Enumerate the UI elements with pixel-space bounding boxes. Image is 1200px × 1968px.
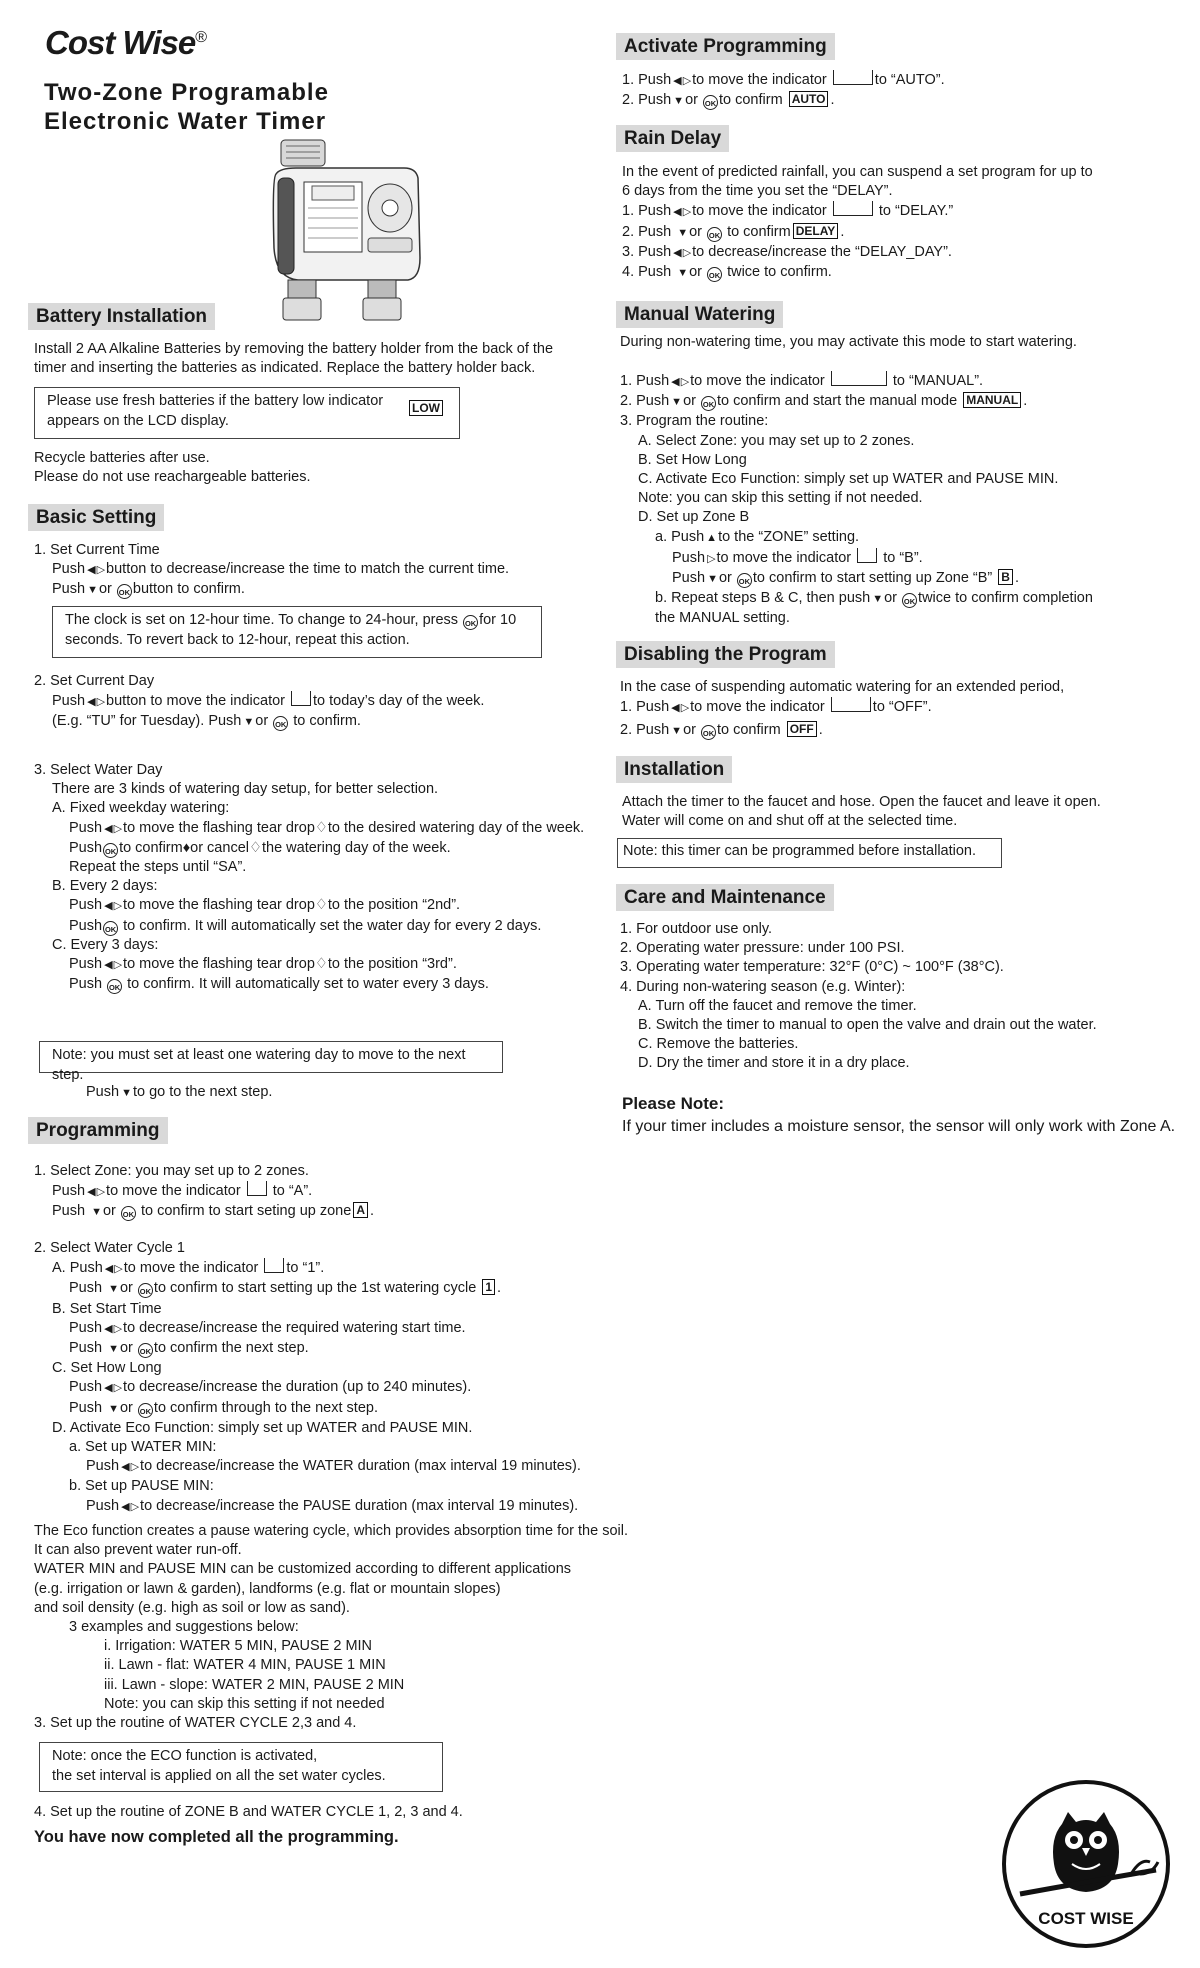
installation-note-box: Note: this timer can be programmed before installation. — [617, 838, 1002, 868]
ok-button-icon: OK — [737, 573, 752, 588]
manual-tag: MANUAL — [963, 392, 1021, 408]
down-arrow-icon: ▼ — [243, 716, 254, 729]
left-right-arrows-icon: ◀ ▷ — [104, 1263, 122, 1276]
left-right-arrows-icon: ◀ ▷ — [671, 702, 689, 715]
down-arrow-icon: ▼ — [671, 396, 682, 409]
auto-tag: AUTO — [789, 91, 829, 107]
tear-drop-empty-icon: ♢ — [314, 897, 328, 914]
indicator-blank — [833, 70, 873, 85]
disabling-program-heading: Disabling the Program — [616, 641, 835, 668]
programming-zone: 1. Select Zone: you may set up to 2 zones. Push ◀ ▷ to move the indicator to “A”. Push ▼ or OK to confirm to start seting up zone A . — [34, 1163, 375, 1220]
manual-watering-intro: During non-watering time, you may activate this mode to start watering. — [620, 334, 1077, 350]
manual-watering-heading: Manual Watering — [616, 301, 783, 328]
down-arrow-icon: ▼ — [91, 1206, 101, 1219]
indicator-blank — [831, 371, 887, 386]
down-arrow-icon: ▼ — [121, 1087, 131, 1099]
left-right-arrows-icon: ◀ ▷ — [87, 696, 105, 709]
left-right-arrows-icon: ◀ ▷ — [104, 959, 122, 972]
down-arrow-icon: ▼ — [677, 267, 688, 280]
programming-complete: You have now completed all the programming. — [34, 1828, 399, 1846]
next-step-text: Push ▼ to go to the next step. — [86, 1084, 273, 1100]
ok-button-icon: OK — [703, 95, 718, 110]
basic-setting-day: 2. Set Current Day Push ◀ ▷ button to move the indicator to today’s day of the week. (E.g. “TU” for Tuesday). Push ▼ or OK to confirm. — [34, 673, 485, 730]
eco-note-box: Note: once the ECO function is activated, the set interval is applied on all the set water cycles. — [39, 1742, 443, 1792]
rain-delay-heading: Rain Delay — [616, 125, 729, 152]
indicator-blank — [857, 548, 877, 563]
indicator-blank — [247, 1181, 267, 1196]
manual-watering-steps: 1. Push ◀ ▷ to move the indicator to “MANUAL”. 2. Push ▼ or OK to confirm and start the manual mode MANUAL . 3. Program the routine: A. Select Zone: you may set up to 2 zones. B. Set How Long C. Activate Eco Function: simply set up WATER and PAUSE MIN. Note: you can skip this setting if not needed. D. Set up Zone B a. Push ▲ to the “ZONE” setting. Push ▷ to move the indicator to “B”. Push ▼ or OK to confirm to start setting up Zone “B” B . b. Repeat steps B & C, then push ▼ or OK twice to confirm completion the MANUAL setting. — [620, 373, 1093, 627]
left-right-arrows-icon: ◀ ▷ — [104, 1382, 122, 1395]
left-right-arrows-icon: ◀ ▷ — [673, 246, 691, 259]
zone-a-tag: A — [353, 1202, 368, 1218]
ok-button-icon: OK — [138, 1283, 153, 1298]
installation-text: Attach the timer to the faucet and hose. Open the faucet and leave it open. Water will come on and shut off at the selected time. — [622, 794, 1101, 830]
clock-note-box: The clock is set on 12-hour time. To change to 24-hour, press OK for 10 seconds. To revert back to 12-hour, repeat this action. — [52, 606, 542, 658]
left-right-arrows-icon: ◀ ▷ — [104, 900, 122, 913]
basic-setting-water-day: 3. Select Water Day There are 3 kinds of watering day setup, for better selection. A. Fixed weekday watering: Push ◀ ▷ to move the flashing tear drop♢to the desired watering day of the week. Push OK to confirm♦or cancel♢the watering day of the week. Repeat the steps until “SA”. B. Every 2 days: Push ◀ ▷ to move the flashing tear drop♢to the position “2nd”. Push OK to confirm. It will automatically set the water day for every 2 days. C. Every 3 days: Push ◀ ▷ to move the flashing tear drop♢to the position “3rd”. Push OK to confirm. It will automatically set to water every 3 days. — [34, 762, 585, 993]
ok-button-icon: OK — [902, 593, 917, 608]
delay-tag: DELAY — [793, 223, 839, 239]
down-arrow-icon: ▼ — [108, 1343, 118, 1356]
ok-button-icon: OK — [103, 921, 118, 936]
programming-cycle: 2. Select Water Cycle 1 A. Push ◀ ▷ to move the indicator to “1”. Push ▼ or OK to confirm to start setting up the 1st watering cycle 1 . B. Set Start Time Push ◀ ▷ to decrease/increase the required watering start time. Push ▼ or OK to confirm the next step. C. Set How Long Push ◀ ▷ to decrease/increase the duration (up to 240 minutes). Push ▼ or OK to confirm through to the next step. D. Activate Eco Function: simply set up WATER and PAUSE MIN. a. Set up WATER MIN: Push ◀ ▷ to decrease/increase the WATER duration (max interval 19 minutes). b. Set up PAUSE MIN: Push ◀ ▷ to decrease/increase the PAUSE duration (max interval 19 minutes). — [34, 1240, 581, 1514]
ok-button-icon: OK — [138, 1343, 153, 1358]
down-arrow-icon: ▼ — [677, 226, 688, 239]
disabling-program-text: In the case of suspending automatic watering for an extended period, 1. Push ◀ ▷ to move the indicator to “OFF”. 2. Push ▼ or OK to confirm OFF . — [620, 679, 1065, 739]
ok-button-icon: OK — [107, 979, 122, 994]
zone-b-tag: B — [998, 569, 1013, 585]
tear-drop-empty-icon: ♢ — [248, 839, 262, 856]
ok-button-icon: OK — [103, 843, 118, 858]
ok-button-icon: OK — [707, 267, 722, 282]
down-arrow-icon: ▼ — [872, 593, 883, 606]
care-maintenance-list: 1. For outdoor use only. 2. Operating water pressure: under 100 PSI. 3. Operating water temperature: 32°F (0°C) ~ 100°F (38°C). 4. During non-watering season (e.g. Winter): A. Turn off the faucet and remove the timer. B. Switch the timer to manual to open the valve and drain out the water. C. Remove the batteries. D. Dry the timer and store it in a dry place. — [620, 921, 1097, 1072]
left-right-arrows-icon: ◀ ▷ — [87, 1186, 105, 1199]
ok-button-icon: OK — [701, 396, 716, 411]
battery-low-icon: LOW — [409, 400, 443, 416]
down-arrow-icon: ▼ — [671, 725, 682, 738]
indicator-blank — [831, 697, 871, 712]
battery-text: Install 2 AA Alkaline Batteries by removing the battery holder from the back of the timer and inserting the batteries as indicated. Replace the battery holder back. — [34, 341, 554, 377]
right-arrow-icon: ▷ — [707, 552, 715, 565]
brand-name: Cost Wise® — [45, 24, 207, 61]
eco-function-text: The Eco function creates a pause watering cycle, which provides absorption time for the soil. It can also prevent water run-off. WATER MIN and PAUSE MIN can be customized according to different applications (e.g. irrigation or lawn & garden), landforms (e.g. flat or mountain slopes) and soil density (e.g. high as soil or low as sand). 3 examples and suggestions below: i. Irrigation: WATER 5 MIN, PAUSE 2 MIN ii. Lawn - flat: WATER 4 MIN, PAUSE 1 MIN iii. Lawn - slope: WATER 2 MIN, PAUSE 2 MIN Note: you can skip this setting if not needed 3. Set up the routine of WATER CYCLE 2,3 and 4. — [34, 1523, 628, 1732]
indicator-blank — [264, 1258, 284, 1273]
page-title: Two-Zone Programable Electronic Water Timer — [44, 79, 329, 135]
battery-installation-heading: Battery Installation — [28, 303, 215, 330]
ok-button-icon: OK — [117, 584, 132, 599]
ok-button-icon: OK — [707, 227, 722, 242]
rain-delay-text: In the event of predicted rainfall, you can suspend a set program for up to 6 days from the time you set the “DELAY”. 1. Push ◀ ▷ to move the indicator to “DELAY.” 2. Push ▼ or OK to confirm DELAY . 3. Push ◀ ▷ to decrease/increase the “DELAY_DAY”. 4. Push ▼ or OK twice to confirm. — [622, 164, 1093, 281]
left-right-arrows-icon: ◀ ▷ — [671, 376, 689, 388]
water-timer-illustration — [268, 138, 428, 326]
left-right-arrows-icon: ◀ ▷ — [104, 1322, 122, 1335]
water-day-note-box: Note: you must set at least one watering day to move to the next step. — [39, 1041, 503, 1073]
ok-button-icon: OK — [121, 1206, 136, 1221]
cost-wise-owl-logo — [1000, 1778, 1172, 1950]
please-note-block: Please Note: If your timer includes a moisture sensor, the sensor will only work with Zone A. — [622, 1094, 1176, 1135]
basic-setting-heading: Basic Setting — [28, 504, 164, 531]
ok-button-icon: OK — [701, 725, 716, 740]
basic-setting-time: 1. Set Current Time Push ◀ ▷ button to decrease/increase the time to match the current time. Push ▼ or OK button to confirm. — [34, 542, 510, 598]
programming-heading: Programming — [28, 1117, 168, 1144]
left-right-arrows-icon: ◀ ▷ — [104, 822, 122, 835]
battery-note-box: Please use fresh batteries if the battery low indicator appears on the LCD display. LOW — [34, 387, 460, 439]
up-arrow-icon: ▲ — [706, 531, 717, 544]
down-arrow-icon: ▼ — [673, 95, 684, 108]
ok-button-icon: OK — [463, 615, 478, 630]
left-right-arrows-icon: ◀ ▷ — [673, 75, 691, 87]
care-maintenance-heading: Care and Maintenance — [616, 884, 834, 911]
programming-zone-b: 4. Set up the routine of ZONE B and WATER CYCLE 1, 2, 3 and 4. — [34, 1804, 463, 1820]
installation-heading: Installation — [616, 756, 732, 783]
indicator-blank — [291, 691, 311, 706]
down-arrow-icon: ▼ — [707, 573, 717, 586]
battery-recycle-text: Recycle batteries after use. Please do not use reachargeable batteries. — [34, 450, 311, 486]
left-right-arrows-icon: ◀ ▷ — [87, 564, 105, 577]
down-arrow-icon: ▼ — [108, 1402, 118, 1415]
down-arrow-icon: ▼ — [108, 1283, 118, 1296]
cycle-1-tag: 1 — [482, 1279, 495, 1295]
indicator-blank — [833, 201, 873, 216]
ok-button-icon: OK — [138, 1403, 153, 1418]
left-right-arrows-icon: ◀ ▷ — [121, 1500, 139, 1513]
down-arrow-icon: ▼ — [87, 584, 97, 597]
tear-drop-empty-icon: ♢ — [314, 819, 328, 836]
left-right-arrows-icon: ◀ ▷ — [121, 1461, 139, 1474]
logo-text: COST WISE — [1038, 1909, 1134, 1928]
tear-drop-empty-icon: ♢ — [314, 956, 328, 973]
activate-programming-heading: Activate Programming — [616, 33, 835, 60]
ok-button-icon: OK — [273, 716, 288, 731]
left-right-arrows-icon: ◀ ▷ — [673, 206, 691, 219]
activate-programming-steps: 1. Push ◀ ▷ to move the indicator to “AUTO”. 2. Push ▼ or OK to confirm AUTO . — [622, 72, 945, 109]
off-tag: OFF — [787, 721, 817, 737]
tear-drop-full-icon: ♦ — [182, 839, 191, 856]
